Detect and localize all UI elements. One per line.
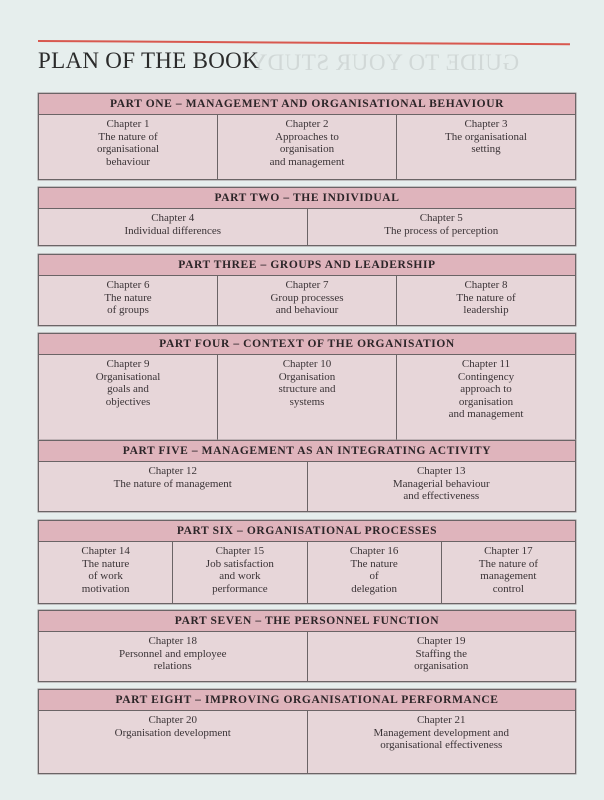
- chapter-row: [39, 632, 575, 681]
- part-5: [38, 440, 576, 512]
- part-heading: PART THREE – GROUPS AND LEADERSHIP: [39, 255, 575, 276]
- chapter-cell: [39, 276, 218, 325]
- chapter-title-line: Approaches to: [275, 130, 339, 143]
- chapter-cell: [218, 355, 397, 447]
- chapter-label: Chapter 1: [106, 118, 150, 130]
- chapter-title-line: approach to: [460, 383, 512, 395]
- chapter-title-line: Personnel and employee: [118, 647, 227, 660]
- part-3: [38, 254, 576, 326]
- chapter-label: Chapter 3: [464, 118, 508, 130]
- part-heading: PART FIVE – MANAGEMENT AS AN INTEGRATING ACTIVITY: [39, 441, 575, 462]
- chapter-title-line: organisational effectiveness: [380, 739, 503, 751]
- part-4: [38, 333, 576, 448]
- chapter-cell: [397, 115, 575, 179]
- chapter-cell: [397, 355, 575, 447]
- chapter-label: Chapter 14: [81, 545, 130, 557]
- part-heading: PART ONE – MANAGEMENT AND ORGANISATIONAL BEHAVIOUR: [39, 94, 575, 115]
- chapter-title-line: organisation: [414, 660, 469, 672]
- chapter-cell: [39, 462, 308, 511]
- chapter-title-line: and behaviour: [275, 304, 339, 316]
- part-heading: PART SEVEN – THE PERSONNEL FUNCTION: [39, 611, 575, 632]
- chapter-row: [39, 115, 575, 179]
- chapter-cell: [397, 276, 575, 325]
- chapter-cell: [39, 115, 218, 179]
- chapter-title-line: objectives: [105, 395, 151, 408]
- chapter-title-line: The nature of: [478, 557, 538, 570]
- chapter-cell: [308, 632, 576, 681]
- chapter-title-line: delegation: [351, 582, 398, 595]
- chapter-title-line: and management: [269, 155, 345, 168]
- chapter-title-line: goals and: [107, 383, 149, 395]
- chapter-row: [39, 209, 575, 245]
- chapter-label: Chapter 4: [151, 212, 195, 224]
- part-heading: PART TWO – THE INDIVIDUAL: [39, 188, 575, 209]
- chapter-cell: [308, 462, 576, 511]
- chapter-label: Chapter 5: [419, 212, 463, 224]
- chapter-cell: [218, 276, 397, 325]
- chapter-label: Chapter 9: [106, 358, 150, 370]
- chapter-label: Chapter 13: [416, 465, 466, 477]
- chapter-label: Chapter 21: [416, 714, 466, 726]
- chapter-label: Chapter 18: [148, 635, 198, 647]
- chapter-cell: [218, 115, 397, 179]
- chapter-title-line: Organisational: [95, 370, 161, 383]
- accent-rule: [38, 40, 570, 45]
- chapter-cell: [173, 542, 307, 603]
- chapter-title-line: The nature of: [98, 130, 158, 143]
- chapter-title-line: Staffing the: [415, 647, 467, 660]
- chapter-cell: [308, 209, 576, 245]
- chapter-title-line: performance: [212, 582, 268, 595]
- chapter-row: [39, 462, 575, 511]
- chapter-title-line: Contingency: [457, 370, 515, 383]
- chapter-title-line: Individual differences: [124, 224, 222, 237]
- chapter-label: Chapter 8: [464, 279, 508, 291]
- chapter-label: Chapter 11: [461, 358, 511, 370]
- chapter-title-line: and management: [448, 408, 524, 420]
- chapter-title-line: structure and: [278, 383, 336, 395]
- chapter-cell: [39, 542, 173, 603]
- chapter-title-line: The nature: [81, 557, 130, 570]
- chapter-title-line: of work: [88, 570, 123, 582]
- chapter-title-line: organisation: [279, 143, 335, 155]
- chapter-label: Chapter 19: [416, 635, 466, 647]
- chapter-title-line: Managerial behaviour: [392, 477, 490, 490]
- chapter-title-line: The nature of: [456, 291, 516, 304]
- chapter-title-line: of: [369, 570, 379, 582]
- chapter-title-line: Organisation development: [114, 726, 231, 739]
- chapter-title-line: leadership: [463, 304, 509, 316]
- part-7: [38, 610, 576, 682]
- chapter-label: Chapter 7: [285, 279, 329, 291]
- chapter-label: Chapter 12: [148, 465, 198, 477]
- chapter-cell: [39, 355, 218, 447]
- chapter-title-line: of groups: [107, 304, 149, 316]
- part-2: [38, 187, 576, 246]
- part-1: [38, 93, 576, 180]
- chapter-title-line: and work: [219, 570, 261, 582]
- chapter-title-line: management: [480, 570, 537, 582]
- chapter-label: Chapter 15: [215, 545, 265, 557]
- chapter-title-line: The organisational: [445, 130, 527, 143]
- chapter-label: Chapter 6: [106, 279, 150, 291]
- bleed-through-text: GUIDE TO YOUR STUDY: [250, 50, 520, 75]
- chapter-title-line: The nature: [350, 557, 398, 570]
- chapter-title-line: Management development and: [373, 726, 510, 739]
- chapter-title-line: motivation: [81, 582, 130, 595]
- chapter-label: Chapter 10: [282, 358, 332, 370]
- chapter-cell: [39, 711, 308, 773]
- chapter-title-line: organisational: [96, 143, 160, 155]
- part-heading: PART FOUR – CONTEXT OF THE ORGANISATION: [39, 334, 575, 355]
- chapter-title-line: The nature: [104, 291, 152, 304]
- chapter-title-line: setting: [471, 143, 501, 155]
- chapter-row: [39, 276, 575, 325]
- chapter-title-line: relations: [153, 660, 192, 672]
- chapter-row: [39, 355, 575, 447]
- part-8: [38, 689, 576, 774]
- chapter-cell: [442, 542, 575, 603]
- chapter-label: Chapter 20: [148, 714, 198, 726]
- chapter-title-line: control: [492, 582, 524, 595]
- chapter-title-line: The process of perception: [384, 224, 499, 237]
- chapter-title-line: Organisation: [278, 370, 336, 383]
- chapter-title-line: and effectiveness: [403, 490, 480, 502]
- chapter-row: [39, 711, 575, 773]
- page-title: PLAN OF THE BOOK: [38, 48, 259, 73]
- chapter-label: Chapter 17: [484, 545, 533, 557]
- chapter-cell: [308, 542, 442, 603]
- chapter-title-line: Job satisfaction: [205, 557, 274, 570]
- chapter-row: [39, 542, 575, 603]
- chapter-cell: [39, 632, 308, 681]
- chapter-cell: [39, 209, 308, 245]
- chapter-title-line: systems: [289, 395, 325, 408]
- chapter-title-line: organisation: [458, 395, 514, 408]
- part-heading: PART SIX – ORGANISATIONAL PROCESSES: [39, 521, 575, 542]
- chapter-title-line: Group processes: [270, 291, 344, 304]
- chapter-label: Chapter 16: [349, 545, 399, 557]
- part-heading: PART EIGHT – IMPROVING ORGANISATIONAL PERFORMANCE: [39, 690, 575, 711]
- chapter-title-line: behaviour: [106, 155, 150, 168]
- chapter-label: Chapter 2: [285, 118, 329, 130]
- chapter-cell: [308, 711, 576, 773]
- part-6: [38, 520, 576, 604]
- chapter-title-line: The nature of management: [113, 477, 232, 490]
